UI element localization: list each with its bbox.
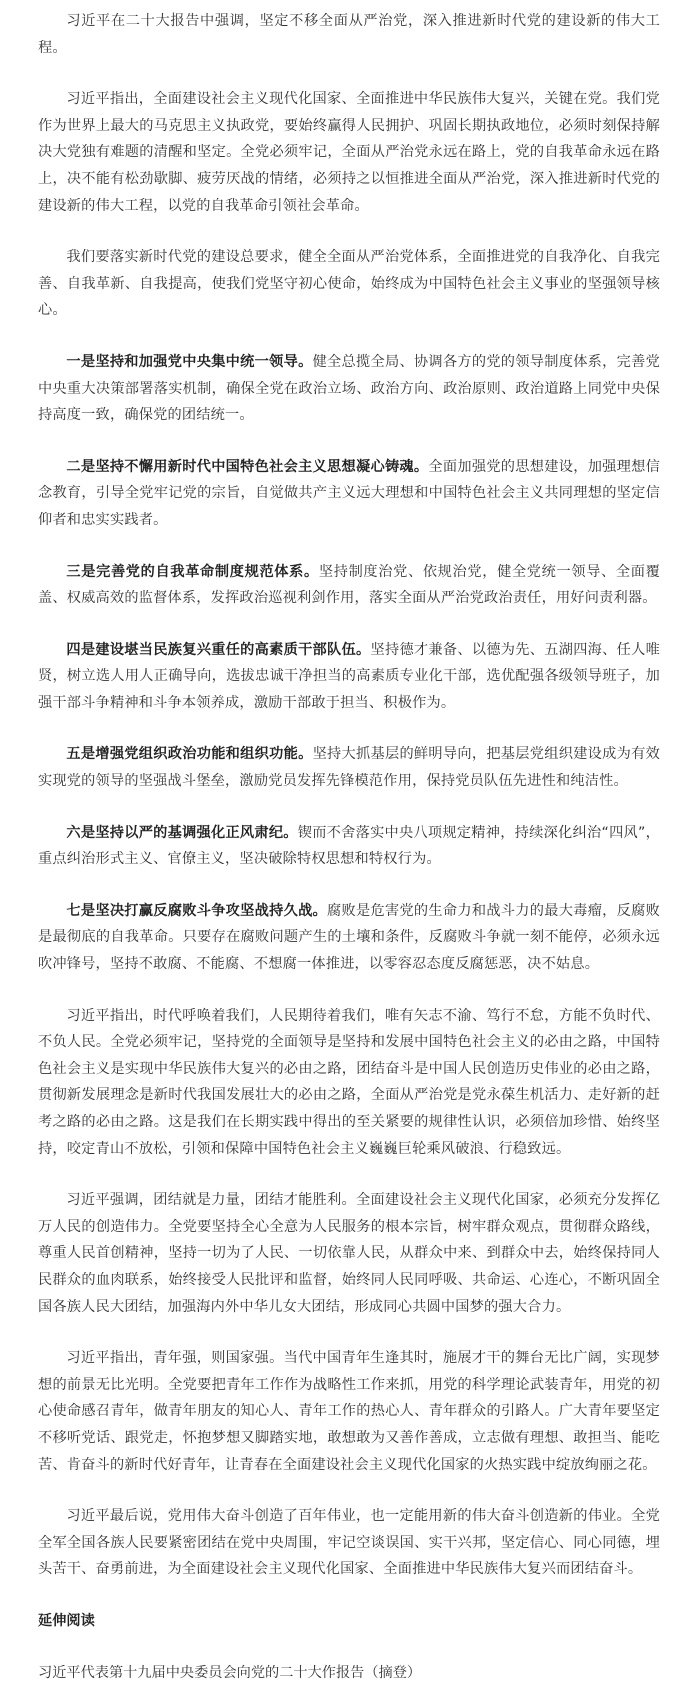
paragraph-list bbox=[38, 8, 660, 1583]
paragraph-lead-heading: 三是完善党的自我革命制度规范体系。 bbox=[66, 564, 318, 580]
paragraph-lead-heading: 七是坚决打赢反腐败斗争攻坚战持久战。 bbox=[66, 903, 327, 919]
paragraph-text: 我们要落实新时代党的建设总要求，健全全面从严治党体系，全面推进党的自我净化、自我完善、自我革新、自我提高，使我们党坚守初心使命，始终成为中国特色社会主义事业的坚强领导核心。 bbox=[38, 249, 660, 318]
paragraph-text: 坚持大抓基层的鲜明导向，把基层党组织建设成为有效实现党的领导的坚强战斗堡垒，激励党员发挥先锋模范作用，保持党员队伍先进性和纯洁性。 bbox=[38, 746, 660, 789]
article-paragraph bbox=[38, 1503, 660, 1583]
paragraph-lead-heading: 一是坚持和加强党中央集中统一领导。 bbox=[66, 354, 312, 370]
paragraph-text: 坚持制度治党、依规治党，健全党统一领导、全面覆盖、权威高效的监督体系，发挥政治巡视利剑作用，落实全面从严治党政治责任，用好问责利器。 bbox=[38, 564, 660, 607]
paragraph-text: 习近平指出，全面建设社会主义现代化国家、全面推进中华民族伟大复兴，关键在党。我们党作为世界上最大的马克思主义执政党，要始终赢得人民拥护、巩固长期执政地位，必须时刻保持解决大党独有难题的清醒和坚定。全党必须牢记，全面从严治党永远在路上，党的自我革命永远在路上，决不能有松劲歇脚、疲劳厌战的情绪，必须持之以恒推进全面从严治党，深入推进新时代党的建设新的伟大工程，以党的自我革命引领社会革命。 bbox=[38, 91, 660, 213]
article-paragraph bbox=[38, 349, 660, 429]
paragraph-text: 习近平强调，团结就是力量，团结才能胜利。全面建设社会主义现代化国家，必须充分发挥亿万人民的创造伟力。全党要坚持全心全意为人民服务的根本宗旨，树牢群众观点，贯彻群众路线，尊重人民首创精神，坚持一切为了人民、一切依靠人民，从群众中来、到群众中去，始终保持同人民群众的血肉联系，始终接受人民批评和监督，始终同人民同呼吸、共命运、心连心，不断巩固全国各族人民大团结，加强海内外中华儿女大团结，形成同心共圆中国梦的强大合力。 bbox=[38, 1192, 660, 1314]
article-paragraph bbox=[38, 559, 660, 612]
paragraph-text: 习近平在二十大报告中强调，坚定不移全面从严治党，深入推进新时代党的建设新的伟大工程。 bbox=[38, 13, 660, 56]
extended-reading-title: 延伸阅读 bbox=[38, 1608, 660, 1635]
paragraph-text: 习近平指出，时代呼唤着我们，人民期待着我们，唯有矢志不渝、笃行不怠，方能不负时代、不负人民。全党必须牢记，坚持党的全面领导是坚持和发展中国特色社会主义的必由之路，中国特色社会主义是实现中华民族伟大复兴的必由之路，团结奋斗是中国人民创造历史伟业的必由之路，贯彻新发展理念是新时代我国发展壮大的必由之路，全面从严治党是党永葆生机活力、走好新的赶考之路的必由之路。这是我们在长期实践中得出的至关紧要的规律性认识，必须倍加珍惜、始终坚持，咬定青山不放松，引领和保障中国特色社会主义巍巍巨轮乘风破浪、行稳致远。 bbox=[38, 1008, 660, 1157]
article-paragraph bbox=[38, 8, 660, 61]
article-paragraph bbox=[38, 741, 660, 794]
paragraph-text: 习近平最后说，党用伟大奋斗创造了百年伟业，也一定能用新的伟大奋斗创造新的伟业。全党全军全国各族人民要紧密团结在党中央周围，牢记空谈误国、实干兴邦，坚定信心、同心同德，埋头苦干、奋勇前进，为全面建设社会主义现代化国家、全面推进中华民族伟大复兴而团结奋斗。 bbox=[38, 1508, 660, 1577]
extended-reading-link[interactable]: 习近平代表第十九届中央委员会向党的二十大作报告（摘登） bbox=[38, 1660, 660, 1686]
article-paragraph bbox=[38, 820, 660, 873]
paragraph-lead-heading: 二是坚持不懈用新时代中国特色社会主义思想凝心铸魂。 bbox=[66, 459, 428, 475]
paragraph-text: 习近平指出，青年强，则国家强。当代中国青年生逢其时，施展才干的舞台无比广阔，实现梦想的前景无比光明。全党要把青年工作作为战略性工作来抓，用党的科学理论武装青年，用党的初心使命感召青年，做青年朋友的知心人、青年工作的热心人、青年群众的引路人。广大青年要坚定不移听党话、跟党走，怀抱梦想又脚踏实地，敢想敢为又善作善成，立志做有理想、敢担当、能吃苦、肯奋斗的新时代好青年，让青春在全面建设社会主义现代化国家的火热实践中绽放绚丽之花。 bbox=[38, 1350, 660, 1472]
article-paragraph bbox=[38, 86, 660, 219]
paragraph-text: 锲而不舍落实中央八项规定精神，持续深化纠治“四风”，重点纠治形式主义、官僚主义，坚决破除特权思想和特权行为。 bbox=[38, 825, 660, 868]
paragraph-text: 腐败是危害党的生命力和战斗力的最大毒瘤，反腐败是最彻底的自我革命。只要存在腐败问题产生的土壤和条件，反腐败斗争就一刻不能停，必须永远吹冲锋号，坚持不敢腐、不能腐、不想腐一体推进，以零容忍态度反腐惩恶，决不姑息。 bbox=[38, 903, 660, 972]
paragraph-lead-heading: 六是坚持以严的基调强化正风肃纪。 bbox=[66, 825, 297, 841]
article-paragraph bbox=[38, 1345, 660, 1478]
paragraph-lead-heading: 四是建设堪当民族复兴重任的高素质干部队伍。 bbox=[66, 642, 370, 658]
paragraph-text: 坚持德才兼备、以德为先、五湖四海、任人唯贤，树立选人用人正确导向，选拔忠诚干净担当的高素质专业化干部，选优配强各级领导班子，加强干部斗争精神和斗争本领养成，激励干部敢于担当、积极作为。 bbox=[38, 642, 660, 711]
article-paragraph bbox=[38, 898, 660, 978]
article-paragraph bbox=[38, 1003, 660, 1163]
article-paragraph bbox=[38, 637, 660, 717]
article-paragraph bbox=[38, 244, 660, 324]
article-paragraph bbox=[38, 454, 660, 534]
article-paragraph bbox=[38, 1187, 660, 1320]
paragraph-text: 全面加强党的思想建设，加强理想信念教育，引导全党牢记党的宗旨，自觉做共产主义远大理想和中国特色社会主义共同理想的坚定信仰者和忠实实践者。 bbox=[38, 459, 660, 528]
paragraph-lead-heading: 五是增强党组织政治功能和组织功能。 bbox=[66, 746, 312, 762]
paragraph-text: 健全总揽全局、协调各方的党的领导制度体系，完善党中央重大决策部署落实机制，确保全党在政治立场、政治方向、政治原则、政治道路上同党中央保持高度一致，确保党的团结统一。 bbox=[38, 354, 660, 423]
